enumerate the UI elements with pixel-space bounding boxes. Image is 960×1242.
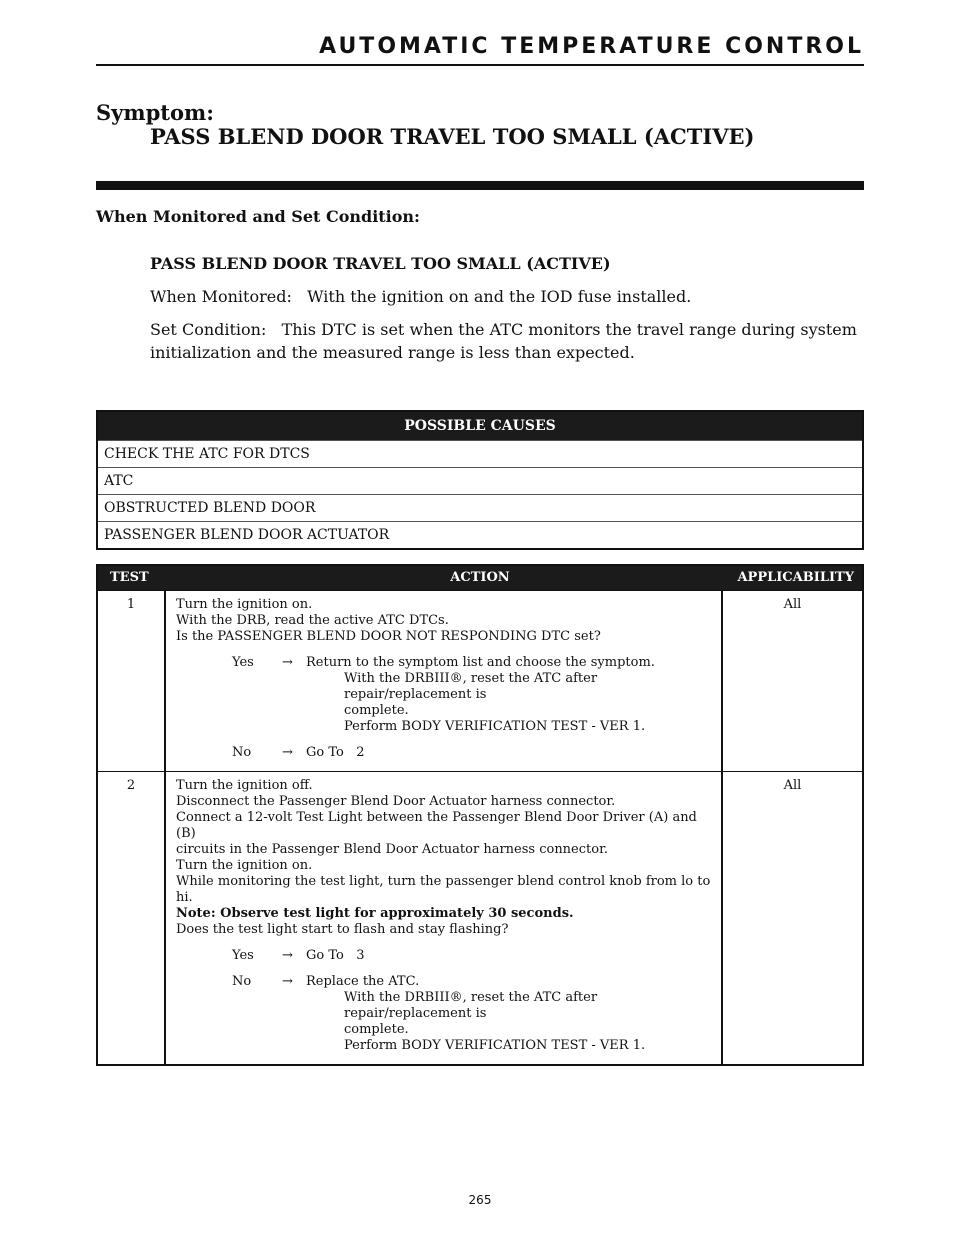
test-row-2	[98, 771, 862, 1064]
step-text: Connect a 12-volt Test Light between the Passenger Blend Door Driver (A) and (B)	[176, 810, 697, 841]
test-row-1	[98, 590, 862, 771]
arrow-right-icon: →	[282, 745, 293, 760]
step-text: Turn the ignition off.	[176, 778, 313, 793]
no-branch	[176, 974, 717, 1054]
yes-text: Perform BODY VERIFICATION TEST - VER 1.	[344, 719, 646, 734]
no-text: Perform BODY VERIFICATION TEST - VER 1.	[344, 1038, 646, 1053]
question-text: Does the test light start to flash and stay flashing?	[176, 922, 509, 937]
test-action	[166, 591, 723, 771]
yes-text: With the DRBIII®, reset the ATC after repair/replacement is	[344, 671, 598, 702]
header-rule	[96, 64, 864, 66]
header-action: ACTION	[450, 570, 510, 585]
section-divider	[96, 181, 864, 190]
yes-branch	[176, 655, 717, 735]
page-header-title: AUTOMATIC TEMPERATURE CONTROL	[319, 34, 864, 59]
step-text: Turn the ignition on.	[176, 597, 313, 612]
test-table	[96, 564, 864, 1066]
step-text: With the DRB, read the active ATC DTCs.	[176, 613, 449, 628]
symptom-title: PASS BLEND DOOR TRAVEL TOO SMALL (ACTIVE)	[150, 124, 755, 149]
test-applicability: All	[783, 597, 802, 612]
yes-text: Return to the symptom list and choose the symptom.	[306, 655, 655, 670]
step-text: Turn the ignition on.	[176, 858, 313, 873]
arrow-right-icon: →	[282, 974, 293, 989]
test-number: 2	[98, 772, 166, 1064]
yes-label: Yes	[232, 655, 254, 670]
test-number: 1	[98, 591, 166, 771]
step-text: Disconnect the Passenger Blend Door Actuator harness connector.	[176, 794, 616, 809]
cause-item: CHECK THE ATC FOR DTCS	[98, 440, 862, 467]
possible-causes-table	[96, 410, 864, 550]
header-applicability: APPLICABILITY	[737, 570, 854, 585]
conditions-title: PASS BLEND DOOR TRAVEL TOO SMALL (ACTIVE)	[150, 254, 611, 273]
no-label: No	[232, 974, 252, 989]
yes-text: Go To 3	[306, 948, 365, 963]
no-text: Go To 2	[306, 745, 365, 760]
arrow-right-icon: →	[282, 655, 293, 670]
no-text: complete.	[344, 1022, 409, 1037]
note-text: Note: Observe test light for approximately 30 seconds.	[176, 906, 574, 921]
no-text: Replace the ATC.	[306, 974, 420, 989]
symptom-label: Symptom:	[96, 100, 214, 125]
set-condition-text: Set Condition: This DTC is set when the ATC monitors the travel range during system initialization and the measured range is less than expected.	[150, 320, 862, 362]
step-text: circuits in the Passenger Blend Door Actuator harness connector.	[176, 842, 609, 857]
yes-label: Yes	[232, 948, 254, 963]
arrow-right-icon: →	[282, 948, 293, 963]
no-label: No	[232, 745, 252, 760]
step-text: While monitoring the test light, turn the passenger blend control knob from lo to hi.	[176, 874, 711, 905]
page-number: 265	[468, 1193, 492, 1207]
yes-branch	[176, 948, 717, 964]
cause-item: OBSTRUCTED BLEND DOOR	[98, 494, 862, 521]
no-text: With the DRBIII®, reset the ATC after repair/replacement is	[344, 990, 598, 1021]
conditions-heading: When Monitored and Set Condition:	[96, 207, 420, 226]
conditions-block	[150, 252, 864, 374]
when-monitored-text: When Monitored: With the ignition on and the IOD fuse installed.	[150, 287, 692, 306]
yes-text: complete.	[344, 703, 409, 718]
no-branch	[176, 745, 717, 761]
test-applicability: All	[783, 778, 802, 793]
cause-item: ATC	[98, 467, 862, 494]
header-test: TEST	[110, 570, 149, 585]
step-text: Is the PASSENGER BLEND DOOR NOT RESPONDING DTC set?	[176, 629, 601, 644]
possible-causes-header: POSSIBLE CAUSES	[98, 412, 862, 440]
test-action	[166, 772, 723, 1064]
test-table-header	[98, 566, 862, 590]
cause-item: PASSENGER BLEND DOOR ACTUATOR	[98, 521, 862, 548]
